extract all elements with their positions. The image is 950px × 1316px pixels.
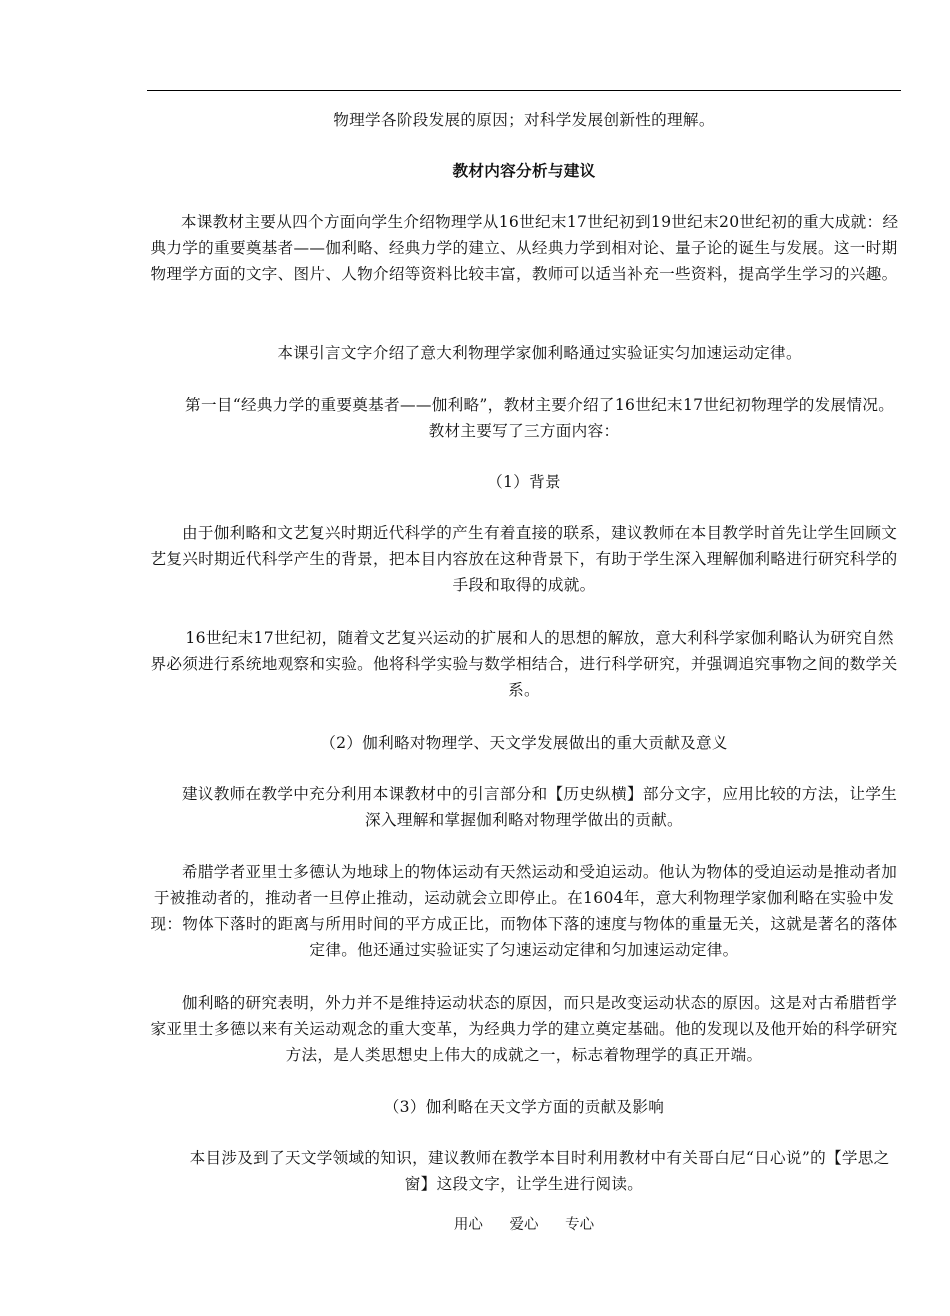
subheading-contributions: （2）伽利略对物理学、天文学发展做出的重大贡献及意义: [320, 734, 728, 752]
paragraph-intro-continuation: 物理学各阶段发展的原因；对科学发展创新性的理解。: [333, 111, 715, 129]
subheading-background: （1）背景: [487, 473, 561, 491]
section-heading: 教材内容分析与建议: [452, 161, 596, 180]
paragraph-introduction: 本课引言文字介绍了意大利物理学家伽利略通过实验证实匀加速运动定律。: [277, 344, 802, 362]
paragraph-significance: 伽利略的研究表明，外力并不是维持运动状态的原因，而只是改变运动状态的原因。这是对古希腊哲学家亚里士多德以来有关运动观念的重大变革，为经典力学的建立奠定基础。他的发现以及他开始的科学研究方法，是人类思想史上伟大的成就之一，标志着物理学的真正开端。: [150, 994, 898, 1064]
subheading-astronomy: （3）伽利略在天文学方面的贡献及影响: [383, 1098, 665, 1116]
paragraph-first-section: 第一目“经典力学的重要奠基者——伽利略”，教材主要介绍了16世纪末17世纪初物理学的发展情况。教材主要写了三方面内容：: [185, 396, 895, 440]
page-footer: [147, 1213, 901, 1234]
paragraph-renaissance: 16世纪末17世纪初，随着文艺复兴运动的扩展和人的思想的解放，意大利科学家伽利略认为研究自然界必须进行系统地观察和实验。他将科学实验与数学相结合，进行科学研究，并强调追究事物之间的数学关系。: [150, 629, 898, 699]
header-rule: [147, 90, 901, 91]
paragraph-overview: 本课教材主要从四个方面向学生介绍物理学从16世纪末17世纪初到19世纪末20世纪初的重大成就：经典力学的重要奠基者——伽利略、经典力学的建立、从经典力学到相对论、量子论的诞生与发展。这一时期物理学方面的文字、图片、人物介绍等资料比较丰富，教师可以适当补充一些资料，提高学生学习的兴趣。: [150, 213, 899, 283]
footer-word-1: 用心: [453, 1217, 483, 1233]
footer-word-2: 爱心: [509, 1217, 539, 1233]
paragraph-astronomy-suggestion: 本目涉及到了天文学领域的知识，建议教师在教学本目时利用教材中有关哥白尼“日心说”的【学思之窗】这段文字，让学生进行阅读。: [189, 1149, 890, 1193]
paragraph-aristotle-galileo: 希腊学者亚里士多德认为地球上的物体运动有天然运动和受迫运动。他认为物体的受迫运动是推动者加于被推动者的，推动者一旦停止推动，运动就会立即停止。在1604年，意大利物理学家伽利略在实验中发现：物体下落时的距离与所用时间的平方成正比，而物体下落的速度与物体的重量无关，这就是著名的落体定律。他还通过实验证实了匀速运动定律和匀加速运动定律。: [150, 863, 898, 959]
footer-word-3: 专心: [565, 1217, 595, 1233]
paragraph-background-suggestion: 由于伽利略和文艺复兴时期近代科学的产生有着直接的联系，建议教师在本目教学时首先让学生回顾文艺复兴时期近代科学产生的背景，把本目内容放在这种背景下，有助于学生深入理解伽利略进行研究科学的手段和取得的成就。: [150, 524, 898, 594]
paragraph-contributions-suggestion: 建议教师在教学中充分利用本课教材中的引言部分和【历史纵横】部分文字，应用比较的方法，让学生深入理解和掌握伽利略对物理学做出的贡献。: [181, 785, 898, 829]
